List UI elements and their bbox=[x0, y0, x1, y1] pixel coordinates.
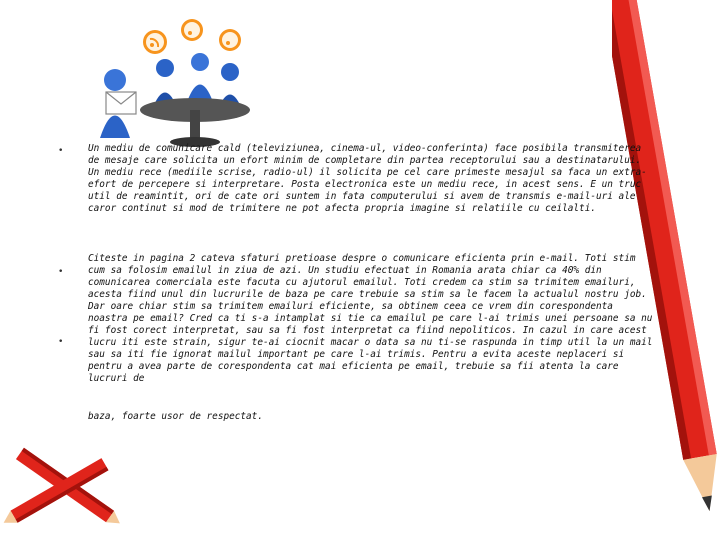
paragraph-email-tips: Citeste in pagina 2 cateva sfaturi pretioase despre o comunicare eficienta prin e-mail. Toti stim cum sa folosim emailul in ziua de azi. Un studiu efectuat in Romania arata chiar ca 40% din comunicarea comerciala este facuta cu ajutorul emailul. Toti credem ca stim sa trimitem emailuri, acesta fiind unul din lucrurile de baza pe care trebuie sa stim sa le facem la actualul nostru job. Dar oare chiar stim sa trimitem emailuri eficiente, sa obtinem ceea ce vrem din corespondenta noastra pe email? Cred ca ti s-a intamplat si tie ca emailul pe care l-ai trimis unei persoane sa nu fi fost corect interpretat, sau sa fi fost interpretat ca fiind nepoliticos. In cazul in care acest lucru iti este strain, sigur te-ai ciocnit macar o data sa nu ti-se raspunda in timp util la un mail sau sa iti fie ignorat mailul important pe care l-ai trimis. Pentru a evita aceste neplaceri si pentru a avea parte de corespondenta cat mai eficienta pe email, trebuie sa fii atenta la care lucruri de bbox=[88, 253, 653, 384]
email-icon bbox=[106, 92, 136, 114]
rss-icon bbox=[219, 29, 241, 51]
paragraph-warm-cold-media: Un mediu de comunicare cald (televiziunea, cinema-ul, video-conferinta) face posibila transmiterea de mesaje care solicita un efort minim de completare din partea receptorului sau a destinatarului. Un mediu rece (mediile scrise, radio-ul) il solicita pe cel care primeste mesajul sa faca un extra-efort de percepere si interpretare. Posta electronica este un mediu rece, in acest sens. E un truc util de reamintit, ori de cate ori suntem in fata computerului si avem de transmis e-mail-uri ale caror continut si mod de trimitere ne pot afecta propria imagine si relatiile cu ceilalti. bbox=[88, 143, 647, 214]
bullet: • bbox=[58, 146, 64, 156]
rss-icon bbox=[181, 19, 203, 41]
bullet: • bbox=[58, 337, 64, 347]
red-pencil-icon bbox=[0, 430, 130, 540]
bullet: • bbox=[58, 267, 64, 277]
meeting-people-icon bbox=[80, 10, 280, 155]
paragraph-basics: baza, foarte usor de respectat. bbox=[88, 411, 263, 422]
rss-icon bbox=[143, 30, 167, 54]
